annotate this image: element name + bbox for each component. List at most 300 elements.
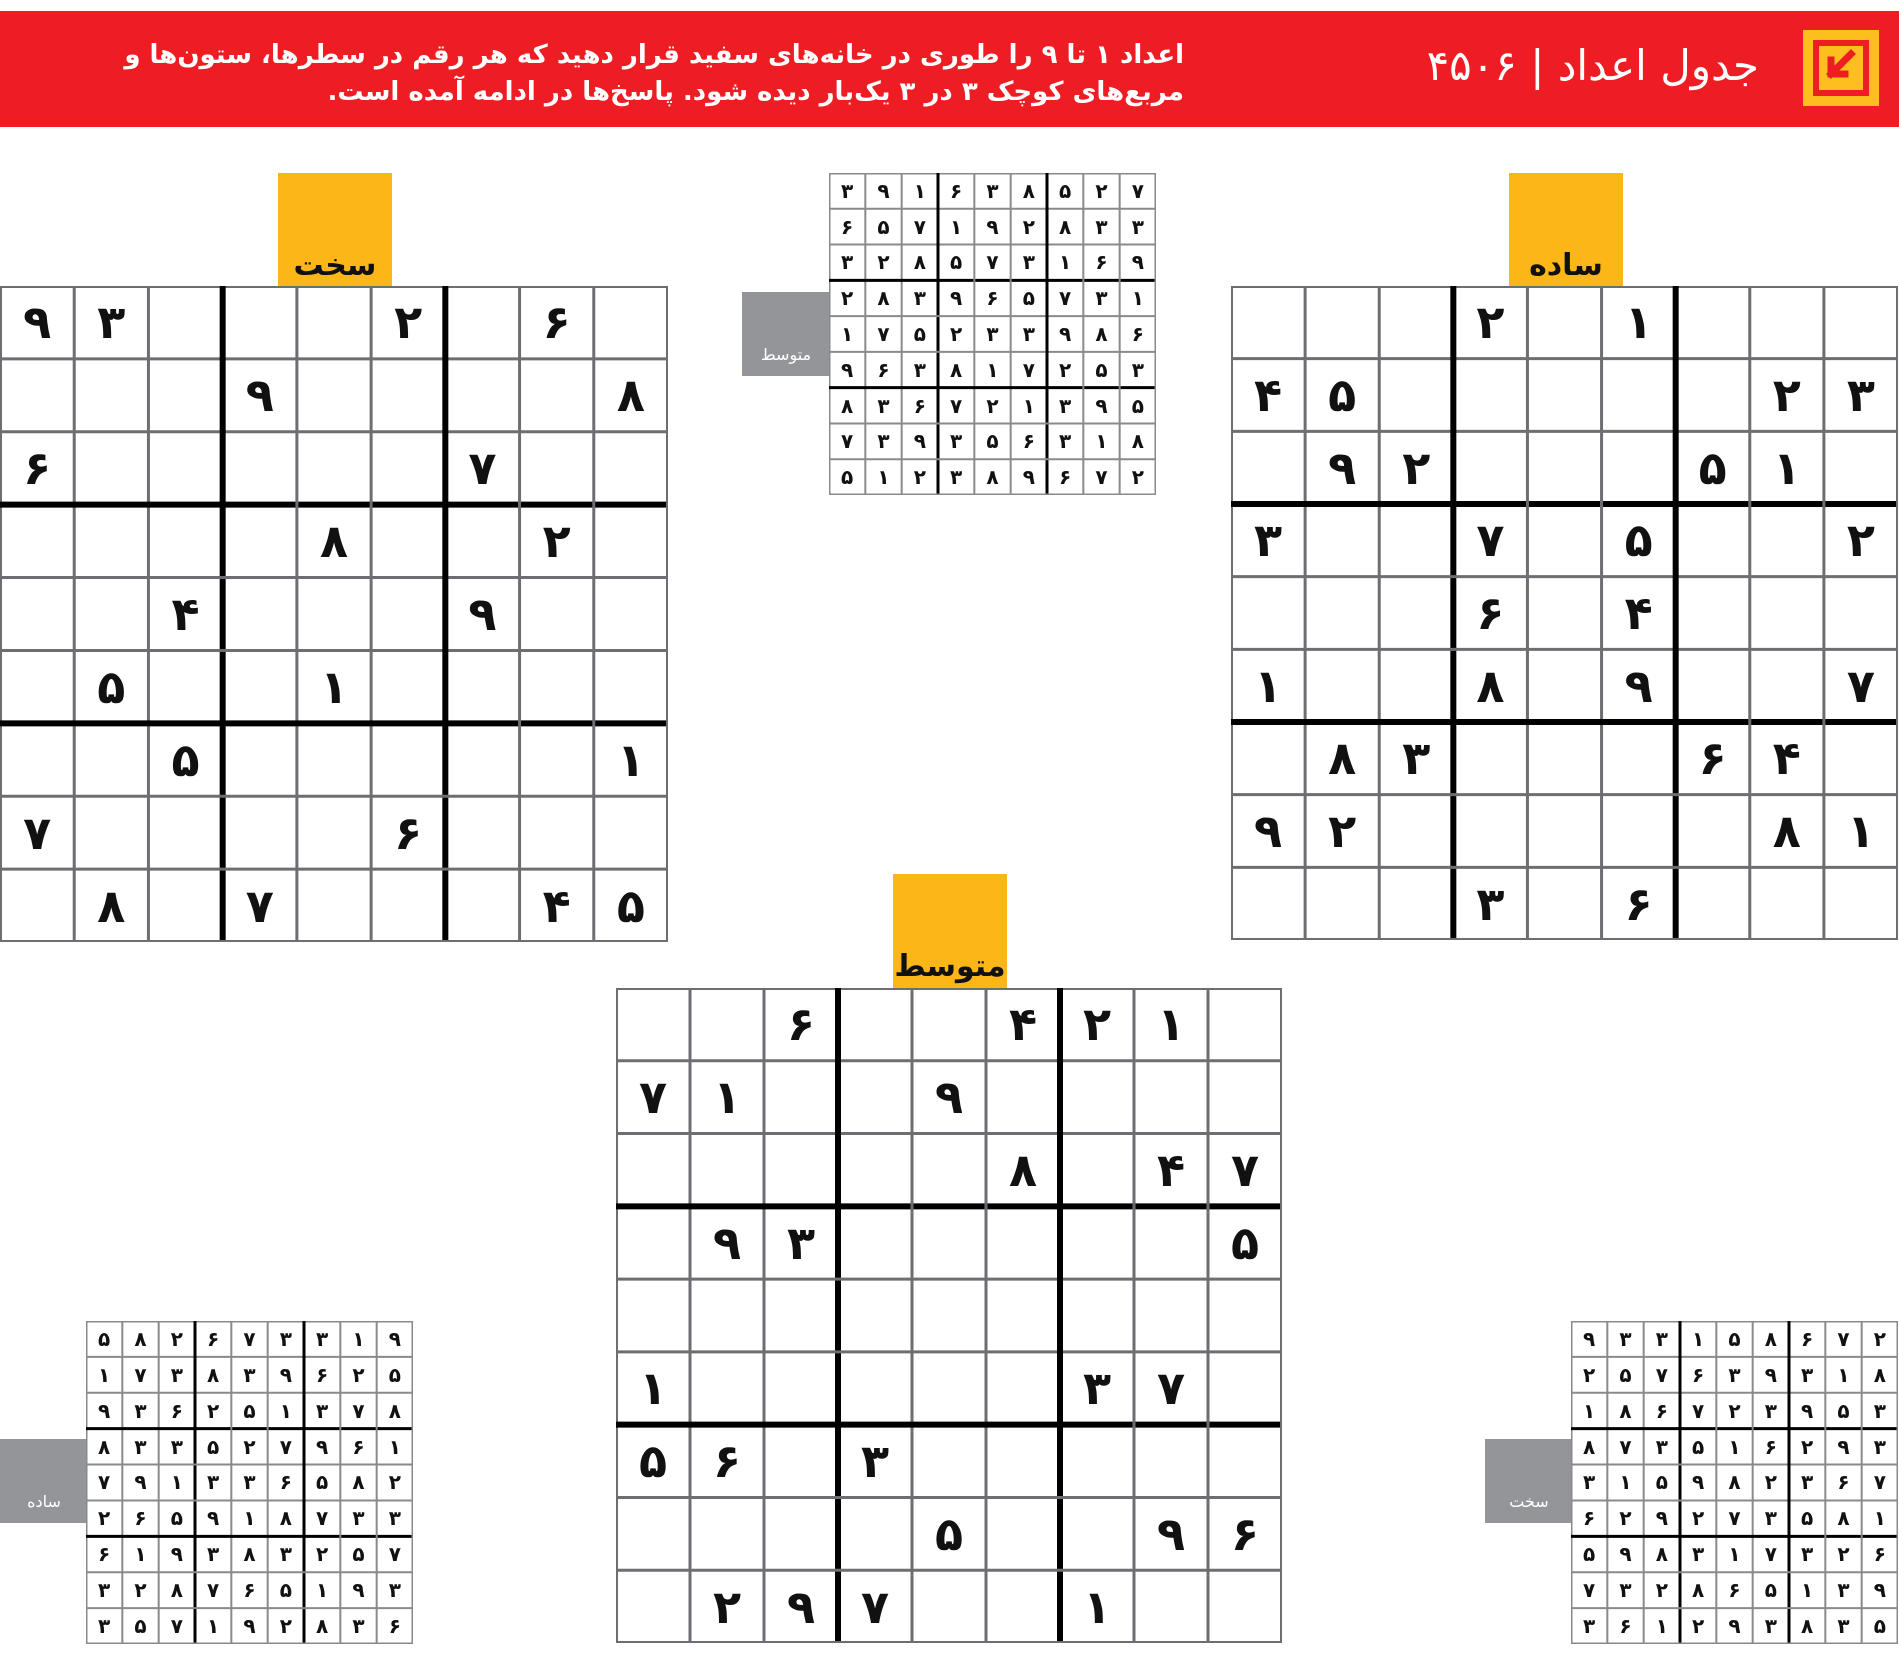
grid-cell: ۹ — [1095, 393, 1108, 418]
grid-cell: ۸ — [986, 465, 999, 490]
grid-cell: ۱ — [1156, 997, 1186, 1052]
grid-cell: ۹ — [1328, 440, 1357, 495]
grid-cell: ۵ — [1728, 1326, 1741, 1351]
solution-easy-grid — [86, 1321, 413, 1644]
grid-cell: ۶ — [1728, 1578, 1741, 1603]
grid-cell: ۹ — [841, 357, 854, 382]
grid-cell: ۳ — [1837, 1578, 1850, 1603]
grid-cell: ۲ — [1619, 1506, 1632, 1531]
solution-hard-label: سخت — [1509, 1492, 1549, 1511]
grid-cell: ۹ — [1022, 465, 1035, 490]
grid-cell: ۳ — [98, 1614, 111, 1639]
grid-cell: ۷ — [1131, 178, 1144, 203]
grid-cell: ۵ — [171, 732, 200, 787]
grid-cell: ۹ — [23, 295, 52, 350]
grid-cell: ۲ — [1837, 1542, 1850, 1567]
grid-cell: ۷ — [841, 429, 854, 454]
grid-cell: ۵ — [1655, 1470, 1668, 1495]
grid-cell: ۸ — [207, 1362, 220, 1387]
grid-cell: ۳ — [316, 1398, 329, 1423]
grid-cell: ۹ — [877, 178, 890, 203]
grid-cell: ۸ — [388, 1398, 401, 1423]
grid-cell: ۲ — [1583, 1362, 1596, 1387]
solution-medium-grid — [829, 173, 1156, 495]
grid-cell: ۶ — [134, 1506, 147, 1531]
grid-cell: ۱ — [170, 1470, 183, 1495]
grid-cell: ۷ — [860, 1579, 890, 1634]
grid-cell: ۲ — [1764, 1470, 1777, 1495]
grid-cell: ۵ — [1837, 1398, 1850, 1423]
grid-cell: ۳ — [170, 1362, 183, 1387]
easy-sudoku-grid — [1231, 286, 1898, 940]
grid-cell: ۳ — [841, 250, 854, 275]
grid-cell: ۱ — [98, 1362, 111, 1387]
grid-cell: ۷ — [1655, 1362, 1668, 1387]
grid-cell: ۸ — [913, 250, 926, 275]
grid-cell: ۵ — [1131, 393, 1144, 418]
grid-cell: ۸ — [1764, 1326, 1777, 1351]
grid-cell: ۸ — [319, 514, 349, 569]
grid-cell: ۷ — [134, 1362, 147, 1387]
grid-cell: ۷ — [1476, 513, 1505, 568]
grid-cell: ۸ — [1583, 1434, 1596, 1459]
grid-cell: ۸ — [243, 1542, 256, 1567]
grid-cell: ۶ — [1801, 1326, 1814, 1351]
grid-cell: ۶ — [98, 1542, 111, 1567]
grid-cell: ۹ — [468, 586, 497, 641]
grid-cell: ۳ — [1095, 214, 1108, 239]
grid-cell: ۳ — [388, 1506, 401, 1531]
grid-cell: ۳ — [913, 357, 926, 382]
grid-cell: ۷ — [877, 321, 890, 346]
easy-level-label: ساده — [1529, 248, 1603, 283]
grid-cell: ۸ — [98, 1434, 111, 1459]
logo — [1803, 30, 1879, 106]
grid-cell: ۲ — [388, 1470, 401, 1495]
grid-cell: ۳ — [1846, 367, 1875, 422]
grid-cell: ۱ — [1728, 1542, 1741, 1567]
grid-cell: ۹ — [1131, 250, 1144, 275]
grid-cell: ۳ — [1764, 1506, 1777, 1531]
grid-cell: ۲ — [279, 1614, 292, 1639]
grid-cell: ۸ — [841, 393, 854, 418]
grid-cell: ۱ — [841, 321, 854, 346]
grid-cell: ۵ — [279, 1578, 292, 1603]
grid-cell: ۵ — [134, 1614, 147, 1639]
grid-cell: ۳ — [986, 178, 999, 203]
grid-cell: ۲ — [542, 514, 571, 569]
grid-cell: ۸ — [134, 1326, 147, 1351]
grid-cell: ۹ — [986, 214, 999, 239]
grid-cell: ۶ — [986, 286, 999, 311]
grid-cell: ۳ — [877, 393, 890, 418]
grid-cell: ۹ — [1624, 658, 1653, 713]
grid-cell: ۴ — [1772, 731, 1801, 786]
grid-cell: ۱ — [1131, 286, 1144, 311]
grid-cell: ۶ — [1692, 1362, 1705, 1387]
grid-cell: ۸ — [1837, 1506, 1850, 1531]
grid-cell: ۵ — [841, 465, 854, 490]
grid-cell: ۷ — [1873, 1470, 1886, 1495]
grid-cell: ۷ — [1846, 658, 1875, 713]
grid-cell: ۹ — [1583, 1326, 1596, 1351]
grid-cell: ۵ — [1583, 1542, 1596, 1567]
grid-cell: ۳ — [986, 321, 999, 346]
solution-medium-label: متوسط — [760, 345, 812, 364]
grid-cell: ۸ — [1008, 1142, 1038, 1197]
grid-cell: ۶ — [352, 1434, 365, 1459]
grid-cell: ۴ — [542, 878, 571, 933]
grid-cell: ۱ — [616, 732, 645, 787]
grid-cell: ۵ — [207, 1434, 220, 1459]
grid-cell: ۲ — [841, 286, 854, 311]
grid-cell: ۹ — [1837, 1434, 1850, 1459]
grid-cell: ۷ — [1583, 1578, 1596, 1603]
grid-cell: ۵ — [243, 1398, 256, 1423]
grid-cell: ۵ — [98, 1326, 111, 1351]
grid-cell: ۹ — [279, 1362, 292, 1387]
grid-cell: ۱ — [1095, 429, 1108, 454]
grid-cell: ۲ — [1082, 997, 1112, 1052]
grid-cell: ۱ — [638, 1361, 668, 1416]
grid-cell: ۳ — [913, 286, 926, 311]
grid-cell: ۱ — [1059, 250, 1072, 275]
grid-cell: ۲ — [170, 1326, 183, 1351]
grid-cell: ۲ — [1655, 1578, 1668, 1603]
grid-cell: ۵ — [1698, 440, 1727, 495]
grid-cell: ۵ — [913, 321, 926, 346]
grid-cell: ۹ — [1156, 1506, 1186, 1561]
grid-cell: ۶ — [1624, 876, 1653, 931]
grid-cell: ۶ — [1230, 1506, 1260, 1561]
grid-cell: ۱ — [388, 1434, 401, 1459]
grid-cell: ۳ — [1873, 1398, 1886, 1423]
grid-cell: ۳ — [1583, 1614, 1596, 1639]
grid-cell: ۴ — [1624, 585, 1653, 640]
grid-cell: ۸ — [97, 878, 126, 933]
grid-cell: ۶ — [1131, 321, 1144, 346]
grid-cell: ۲ — [1692, 1614, 1705, 1639]
grid-cell: ۶ — [1619, 1614, 1632, 1639]
grid-cell: ۷ — [245, 878, 274, 933]
grid-cell: ۳ — [352, 1614, 365, 1639]
grid-cell: ۱ — [1655, 1614, 1668, 1639]
grid-cell: ۸ — [1476, 658, 1505, 713]
grid-cell: ۵ — [638, 1434, 668, 1489]
grid-cell: ۷ — [1619, 1434, 1632, 1459]
grid-cell: ۶ — [913, 393, 926, 418]
grid-cell: ۵ — [950, 250, 963, 275]
grid-cell: ۳ — [352, 1506, 365, 1531]
grid-cell: ۶ — [316, 1362, 329, 1387]
grid-lines — [0, 286, 668, 942]
grid-cell: ۸ — [1873, 1362, 1886, 1387]
grid-cell: ۷ — [468, 441, 497, 496]
medium-level-tab — [893, 874, 1007, 988]
grid-cell: ۳ — [1655, 1326, 1668, 1351]
grid-cell: ۳ — [98, 1578, 111, 1603]
grid-cell: ۹ — [1692, 1470, 1705, 1495]
grid-cell: ۱ — [950, 214, 963, 239]
grid-cell: ۲ — [98, 1506, 111, 1531]
grid-cell: ۳ — [1655, 1434, 1668, 1459]
grid-cell: ۵ — [616, 878, 645, 933]
header-banner — [0, 11, 1899, 127]
grid-cell: ۱ — [1082, 1579, 1112, 1634]
grid-cell: ۷ — [950, 393, 963, 418]
grid-cell: ۱ — [1837, 1362, 1850, 1387]
grid-cell: ۸ — [1328, 731, 1357, 786]
grid-cell: ۱ — [352, 1326, 365, 1351]
grid-cell: ۲ — [913, 465, 926, 490]
grid-cell: ۳ — [279, 1326, 292, 1351]
grid-cell: ۹ — [1873, 1578, 1886, 1603]
grid-cell: ۵ — [1022, 286, 1035, 311]
grid-cell: ۶ — [1764, 1434, 1777, 1459]
grid-cell: ۹ — [712, 1215, 742, 1270]
grid-cell: ۶ — [1059, 465, 1072, 490]
grid-cell: ۶ — [1698, 731, 1727, 786]
grid-cell: ۷ — [170, 1614, 183, 1639]
grid-cell: ۷ — [1095, 465, 1108, 490]
grid-cell: ۶ — [23, 441, 52, 496]
grid-cell: ۹ — [934, 1070, 964, 1125]
grid-cell: ۶ — [1022, 429, 1035, 454]
solution-hard-grid — [1571, 1321, 1898, 1644]
grid-cell: ۳ — [841, 178, 854, 203]
grid-cell: ۲ — [1873, 1326, 1886, 1351]
grid-cell: ۱ — [986, 357, 999, 382]
instructions-text: اعداد ۱ تا ۹ را طوری در خانه‌های سفید قرار دهید که هر رقم در سطرها، ستون‌ها و مربع‌های کوچک ۳ در ۳ یک‌بار دیده شود. پاسخ‌ها در ادامه آمده است. — [124, 40, 1184, 107]
grid-cell: ۷ — [1156, 1361, 1186, 1416]
grid-cell: ۲ — [1328, 803, 1357, 858]
grid-cell: ۳ — [860, 1434, 890, 1489]
grid-cell: ۲ — [207, 1398, 220, 1423]
grid-cell: ۵ — [986, 429, 999, 454]
grid-cell: ۱ — [1254, 658, 1283, 713]
grid-cell: ۶ — [279, 1470, 292, 1495]
grid-cell: ۲ — [394, 295, 423, 350]
grid-cell: ۸ — [1619, 1398, 1632, 1423]
grid-cell: ۹ — [950, 286, 963, 311]
grid-cell: ۱ — [1728, 1434, 1741, 1459]
grid-cell: ۷ — [1230, 1142, 1260, 1197]
grid-cell: ۳ — [1764, 1614, 1777, 1639]
grid-cell: ۲ — [1476, 295, 1505, 350]
grid-cell: ۵ — [1873, 1614, 1886, 1639]
grid-cell: ۳ — [1801, 1362, 1814, 1387]
grid-cell: ۹ — [1059, 321, 1072, 346]
grid-cell: ۸ — [616, 368, 645, 423]
grid-cell: ۳ — [316, 1326, 329, 1351]
grid-cell: ۲ — [950, 321, 963, 346]
grid-cell: ۳ — [877, 429, 890, 454]
grid-cell: ۸ — [1095, 321, 1108, 346]
grid-cell: ۳ — [1619, 1578, 1632, 1603]
grid-cell: ۱ — [1801, 1578, 1814, 1603]
grid-cell: ۶ — [1655, 1398, 1668, 1423]
grid-cell: ۳ — [1059, 429, 1072, 454]
grid-cell: ۶ — [170, 1398, 183, 1423]
grid-cell: ۲ — [1402, 440, 1431, 495]
grid-cell: ۲ — [1692, 1506, 1705, 1531]
grid-cell: ۵ — [388, 1362, 401, 1387]
grid-cell: ۸ — [170, 1578, 183, 1603]
grid-cell: ۳ — [1801, 1470, 1814, 1495]
hard-sudoku-grid — [0, 286, 668, 942]
grid-cell: ۳ — [134, 1398, 147, 1423]
grid-cell: ۸ — [279, 1506, 292, 1531]
grid-cell: ۲ — [877, 250, 890, 275]
grid-cell: ۳ — [170, 1434, 183, 1459]
grid-cell: ۲ — [1022, 214, 1035, 239]
grid-cell: ۱ — [1619, 1470, 1632, 1495]
grid-cell: ۷ — [1059, 286, 1072, 311]
grid-cell: ۳ — [1837, 1614, 1850, 1639]
grid-cell: ۳ — [279, 1542, 292, 1567]
grid-cell: ۳ — [243, 1362, 256, 1387]
grid-cell: ۹ — [134, 1470, 147, 1495]
grid-cell: ۲ — [243, 1434, 256, 1459]
grid-cell: ۶ — [1476, 585, 1505, 640]
grid-cell: ۸ — [950, 357, 963, 382]
grid-cell: ۵ — [1619, 1362, 1632, 1387]
grid-cell: ۱ — [207, 1614, 220, 1639]
grid-cell: ۴ — [1156, 1142, 1186, 1197]
grid-cell: ۶ — [1583, 1506, 1596, 1531]
grid-cell: ۸ — [1801, 1614, 1814, 1639]
grid-cell: ۵ — [934, 1506, 964, 1561]
grid-cell: ۹ — [913, 429, 926, 454]
grid-cell: ۲ — [1846, 513, 1875, 568]
grid-cell: ۲ — [352, 1362, 365, 1387]
solution-easy-label: ساده — [27, 1492, 61, 1511]
grid-cell: ۹ — [316, 1434, 329, 1459]
grid-cell: ۵ — [1059, 178, 1072, 203]
grid-cell: ۹ — [352, 1578, 365, 1603]
grid-cell: ۳ — [1131, 214, 1144, 239]
grid-cell: ۱ — [877, 465, 890, 490]
hard-level-label: سخت — [293, 248, 377, 283]
grid-cell: ۳ — [1801, 1542, 1814, 1567]
grid-cell: ۷ — [1692, 1398, 1705, 1423]
solution-medium-tab — [742, 292, 830, 376]
grid-cell: ۸ — [1059, 214, 1072, 239]
grid-cell: ۲ — [712, 1579, 742, 1634]
grid-cell: ۶ — [394, 805, 423, 860]
solution-easy-tab — [0, 1439, 88, 1523]
grid-cell: ۳ — [388, 1578, 401, 1603]
grid-cell: ۳ — [1022, 250, 1035, 275]
grid-cell: ۵ — [1230, 1215, 1260, 1270]
grid-cell: ۷ — [1022, 357, 1035, 382]
grid-cell: ۴ — [1008, 997, 1038, 1052]
grid-cell: ۷ — [388, 1542, 401, 1567]
grid-cell: ۸ — [877, 286, 890, 311]
grid-cell: ۳ — [1131, 357, 1144, 382]
grid-cell: ۷ — [207, 1578, 220, 1603]
grid-cell: ۷ — [1837, 1326, 1850, 1351]
grid-cell: ۷ — [986, 250, 999, 275]
grid-cell: ۴ — [171, 586, 200, 641]
grid-cell: ۱ — [1846, 803, 1875, 858]
grid-cell: ۲ — [316, 1542, 329, 1567]
grid-cell: ۱ — [712, 1070, 742, 1125]
grid-cell: ۶ — [877, 357, 890, 382]
grid-cell: ۳ — [97, 295, 126, 350]
grid-cell: ۲ — [986, 393, 999, 418]
grid-cell: ۵ — [316, 1470, 329, 1495]
grid-cell: ۵ — [97, 659, 126, 714]
grid-cell: ۱ — [279, 1398, 292, 1423]
grid-cell: ۳ — [1022, 321, 1035, 346]
grid-cell: ۶ — [1095, 250, 1108, 275]
grid-cell: ۹ — [1728, 1614, 1741, 1639]
grid-cell: ۸ — [1692, 1578, 1705, 1603]
grid-cell: ۱ — [1873, 1506, 1886, 1531]
grid-cell: ۷ — [98, 1470, 111, 1495]
grid-cell: ۹ — [98, 1398, 111, 1423]
grid-cell: ۹ — [243, 1614, 256, 1639]
grid-cell: ۱ — [316, 1578, 329, 1603]
grid-cell: ۲ — [1095, 178, 1108, 203]
grid-cell: ۹ — [388, 1326, 401, 1351]
grid-cell: ۷ — [23, 805, 52, 860]
grid-cell: ۷ — [243, 1326, 256, 1351]
grid-cell: ۳ — [1059, 393, 1072, 418]
grid-cell: ۳ — [1476, 876, 1505, 931]
grid-cell: ۳ — [207, 1470, 220, 1495]
grid-cell: ۳ — [1692, 1542, 1705, 1567]
grid-cell: ۲ — [1801, 1434, 1814, 1459]
grid-cell: ۷ — [352, 1398, 365, 1423]
grid-cell: ۶ — [1873, 1542, 1886, 1567]
grid-cell: ۶ — [207, 1326, 220, 1351]
grid-cell: ۱ — [1692, 1326, 1705, 1351]
grid-cell: ۱ — [913, 178, 926, 203]
grid-cell: ۱ — [319, 659, 349, 714]
grid-cell: ۷ — [913, 214, 926, 239]
grid-cell: ۹ — [1801, 1398, 1814, 1423]
grid-cell: ۳ — [786, 1215, 816, 1270]
grid-cell: ۶ — [950, 178, 963, 203]
grid-cell: ۴ — [1254, 367, 1283, 422]
grid-cell: ۷ — [1764, 1542, 1777, 1567]
grid-cell: ۸ — [352, 1470, 365, 1495]
grid-cell: ۵ — [1801, 1506, 1814, 1531]
grid-cell: ۷ — [638, 1070, 668, 1125]
grid-cell: ۶ — [1837, 1470, 1850, 1495]
grid-cell: ۲ — [1728, 1398, 1741, 1423]
grid-cell: ۱ — [1022, 393, 1035, 418]
grid-cell: ۹ — [207, 1506, 220, 1531]
grid-cell: ۸ — [1022, 178, 1035, 203]
grid-cell: ۳ — [1583, 1470, 1596, 1495]
grid-cell: ۶ — [841, 214, 854, 239]
grid-cell: ۳ — [1764, 1398, 1777, 1423]
grid-cell: ۳ — [1402, 731, 1431, 786]
grid-cell: ۳ — [950, 465, 963, 490]
grid-cell: ۳ — [1254, 513, 1283, 568]
grid-cell: ۹ — [245, 368, 274, 423]
grid-cell: ۲ — [134, 1578, 147, 1603]
grid-cell: ۸ — [1655, 1542, 1668, 1567]
grid-cell: ۳ — [134, 1434, 147, 1459]
grid-cell: ۱ — [243, 1506, 256, 1531]
grid-cell: ۳ — [1095, 286, 1108, 311]
grid-cell: ۲ — [1772, 367, 1801, 422]
grid-cell: ۶ — [712, 1434, 742, 1489]
